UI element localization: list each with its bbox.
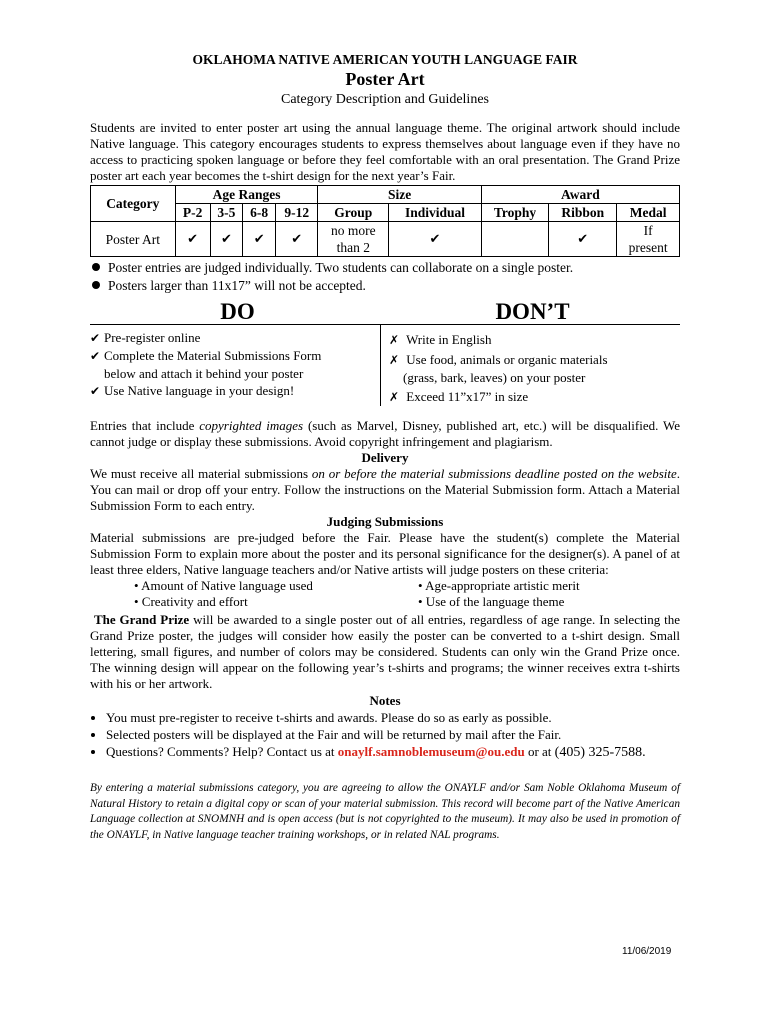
check-icon: ✔ [90, 331, 101, 345]
criteria-row [90, 594, 680, 610]
note-item: • Selected posters will be displayed at the Fair and will be returned by mail after the Fair. [106, 726, 680, 743]
judging-paragraph: Material submissions are pre-judged before the Fair. Please have the student(s) complete the Material Submission Form to explain more about the poster and its personal significance for the designer(s). A panel of at least three elders, Native language teachers and/or Native artists will judge posters on these criteria: [90, 530, 680, 577]
medal-header: Medal [617, 204, 680, 222]
age-p2-header: P-2 [175, 204, 210, 222]
dont-item: ✗ Exceed 11”x17” in size [389, 389, 529, 404]
note-item: • Questions? Comments? Help? Contact us at onaylf.samnoblemuseum@ou.edu or at (405) 325-7588. [106, 743, 680, 761]
row-label: Poster Art [91, 222, 176, 257]
group-value-line-1: no more [330, 223, 376, 238]
age-p2-cell [175, 222, 210, 257]
dont-item: ✗ Write in English [389, 332, 492, 347]
page-subtitle: Category Description and Guidelines [280, 92, 489, 107]
group-value-line-2: than 2 [336, 240, 370, 255]
medal-value-line-2: present [628, 240, 668, 255]
ribbon-header: Ribbon [549, 204, 617, 222]
criterion: • Creativity and effort [134, 594, 248, 609]
trophy-cell [481, 222, 548, 257]
check-icon: ✔ [429, 232, 441, 247]
dont-item-continued: (grass, bark, leaves) on your poster [403, 370, 586, 385]
do-item-continued: below and attach it behind your poster [104, 366, 304, 381]
age-6-8-cell [243, 222, 276, 257]
group-cell [318, 222, 389, 257]
size-header: Size [318, 186, 481, 204]
contact-phone: (405) 325-7588. [554, 745, 646, 760]
do-heading: DO [220, 299, 255, 324]
rules-list [90, 259, 680, 295]
organization-name: OKLAHOMA NATIVE AMERICAN YOUTH LANGUAGE FAIR [192, 52, 578, 67]
cross-icon: ✗ [389, 390, 400, 404]
cross-icon: ✗ [389, 333, 400, 347]
bullet-icon [92, 281, 100, 289]
check-icon: ✔ [253, 232, 265, 247]
intro-paragraph: Students are invited to enter poster art using the annual language theme. The original artwork should include Native language. This category encourages students to express themselves about language even if they have no access to practicing spoken language or before they feel comfortable with an oral presentation. The Grand Prize poster art each year becomes the t-shirt design for the next year’s Fair. [90, 120, 680, 183]
medal-cell [617, 222, 680, 257]
notes-heading: Notes [369, 693, 401, 708]
dont-heading: DON’T [495, 299, 570, 324]
group-header: Group [318, 204, 389, 222]
age-9-12-header: 9-12 [276, 204, 318, 222]
dont-column [381, 324, 680, 406]
do-dont-headings [90, 299, 680, 324]
dont-item: ✗ Use food, animals or organic materials [389, 352, 608, 367]
age-9-12-cell [276, 222, 318, 257]
age-6-8-header: 6-8 [243, 204, 276, 222]
rule-text: Poster entries are judged individually. Two students can collaborate on a single poster. [108, 260, 574, 275]
criterion: • Age-appropriate artistic merit [418, 578, 580, 593]
check-icon: ✔ [220, 232, 232, 247]
age-ranges-header: Age Ranges [175, 186, 318, 204]
do-item: ✔ Complete the Material Submissions Form [90, 348, 322, 363]
do-dont-columns [90, 324, 680, 406]
delivery-heading: Delivery [361, 450, 409, 465]
check-icon: ✔ [291, 232, 303, 247]
check-icon: ✔ [187, 232, 199, 247]
do-item: ✔ Use Native language in your design! [90, 383, 295, 398]
individual-cell [389, 222, 482, 257]
category-header: Category [91, 186, 176, 222]
individual-header: Individual [389, 204, 482, 222]
delivery-paragraph: We must receive all material submissions on or before the material submissions deadline posted on the website. You can mail or drop off your entry. Follow the instructions on the Material Submission form. Attach a Material Submission Form to each entry. [90, 466, 680, 513]
age-3-5-cell [210, 222, 243, 257]
criterion: • Amount of Native language used [134, 578, 313, 593]
category-table [90, 185, 680, 257]
rule-item [90, 259, 680, 277]
legal-notice: By entering a material submissions category, you are agreeing to allow the ONAYLF and/or Sam Noble Oklahoma Museum of Natural History to retain a digital copy or scan of your material submission. This record will become part of the Native American Language collection at SNOMNH and is open access (but is not copyrighted to the museum). It may also be used in promotion of the ONAYLF, in Native language teacher training workshops, or in related NAL programs. [90, 782, 680, 841]
bullet-icon [92, 263, 100, 271]
award-header: Award [481, 186, 679, 204]
ribbon-cell [549, 222, 617, 257]
rule-item [90, 277, 680, 295]
document-page [90, 52, 680, 843]
rule-text: Posters larger than 11x17” will not be accepted. [108, 278, 366, 293]
medal-value-line-1: If [643, 223, 653, 238]
document-date: 11/06/2019 [622, 946, 672, 957]
note-item: • You must pre-register to receive t-shirts and awards. Please do so as early as possible. [106, 709, 680, 726]
check-icon: ✔ [90, 384, 101, 398]
trophy-header: Trophy [481, 204, 548, 222]
contact-email-link[interactable]: onaylf.samnoblemuseum@ou.edu [337, 744, 525, 759]
check-icon: ✔ [577, 232, 589, 247]
notes-list [90, 709, 680, 761]
do-column [90, 324, 381, 406]
copyright-paragraph: Entries that include copyrighted images (such as Marvel, Disney, published art, etc.) will be disqualified. We cannot judge or display these submissions. Avoid copyright infringement and plagiarism. [90, 418, 680, 449]
grand-prize-paragraph: The Grand Prize will be awarded to a single poster out of all entries, regardless of age range. In selecting the Grand Prize poster, the judges will consider how easily the poster can be converted to a t-shirt design. Small lettering, small figures, and number of colors may be considered. Students can only win the Grand Prize once. The winning design will appear on the following year’s t-shirts and programs; the winner receives extra t-shirts with his or her artwork. [90, 612, 680, 691]
criteria-row [90, 578, 680, 594]
judging-heading: Judging Submissions [326, 514, 444, 529]
check-icon: ✔ [90, 349, 101, 363]
cross-icon: ✗ [389, 353, 400, 367]
age-3-5-header: 3-5 [210, 204, 243, 222]
page-title: Poster Art [345, 69, 425, 89]
criterion: • Use of the language theme [418, 594, 565, 609]
do-item: ✔ Pre-register online [90, 330, 201, 345]
